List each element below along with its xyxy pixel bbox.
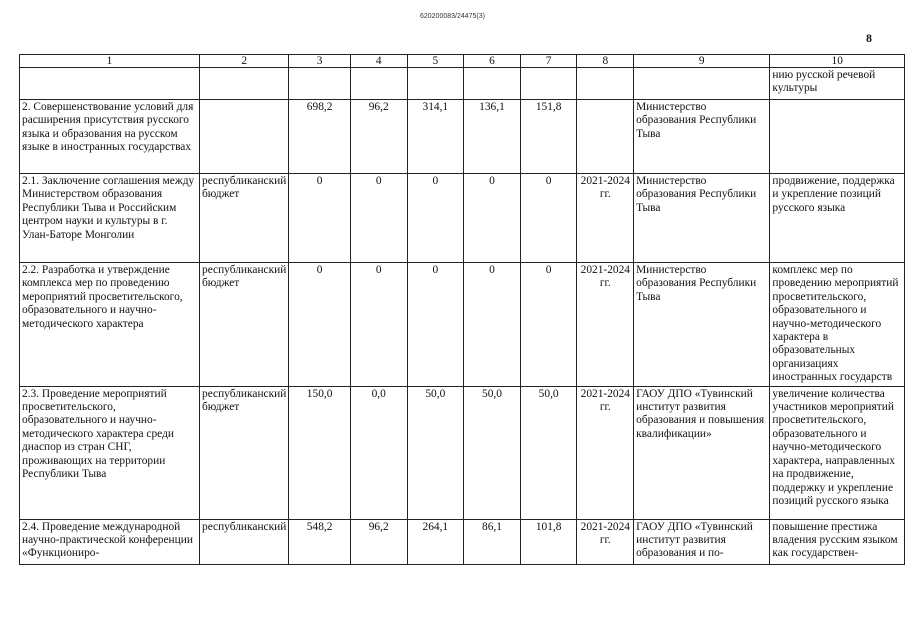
activity-cell [20,68,200,100]
column-header: 5 [407,55,464,68]
year-2022-cell: 314,1 [407,100,464,174]
result-cell: продвижение, поддержка и укрепление позиций русского языка [770,174,905,263]
table-row [20,386,905,519]
year-2023-cell: 136,1 [464,100,521,174]
column-header: 8 [577,55,634,68]
column-number-row [20,55,905,68]
executor-cell [634,68,770,100]
period-cell: 2021-2024 гг. [577,263,634,387]
year-2024-cell: 0 [520,263,577,387]
result-cell: нию русской речевой культуры [770,68,905,100]
result-cell: повышение престижа владения русским языком как государствен- [770,519,905,564]
total-cell: 698,2 [289,100,351,174]
column-header: 1 [20,55,200,68]
year-2021-cell: 0 [350,263,407,387]
funding-source-cell [200,68,289,100]
table-row [20,100,905,174]
year-2021-cell: 96,2 [350,519,407,564]
column-header: 4 [350,55,407,68]
total-cell: 0 [289,174,351,263]
year-2024-cell: 151,8 [520,100,577,174]
year-2021-cell: 0,0 [350,386,407,519]
funding-source-cell: республиканский бюджет [200,263,289,387]
result-cell: комплекс мер по проведению мероприятий просветительского, образовательного и научно-методического характера в образовательных организациях иностранных государств [770,263,905,387]
funding-source-cell [200,100,289,174]
total-cell [289,68,351,100]
year-2022-cell: 50,0 [407,386,464,519]
column-header: 6 [464,55,521,68]
executor-cell: Министерство образования Республики Тыва [634,100,770,174]
table-row [20,519,905,564]
year-2023-cell: 0 [464,174,521,263]
activity-cell: 2.2. Разработка и утверждение комплекса мер по проведению мероприятий просветительского, образовательного и научно-методического характера [20,263,200,387]
year-2022-cell: 264,1 [407,519,464,564]
year-2022-cell: 0 [407,263,464,387]
activity-cell: 2. Совершенствование условий для расширения присутствия русского языка и образования на русском языке в иностранных государствах [20,100,200,174]
year-2024-cell: 0 [520,174,577,263]
activity-cell: 2.3. Проведение мероприятий просветительского, образовательного и научно-методического характера среди диаспор из стран СНГ, проживающих на территории Республики Тыва [20,386,200,519]
period-cell: 2021-2024 гг. [577,174,634,263]
period-cell: 2021-2024 гг. [577,386,634,519]
funding-source-cell: республиканский бюджет [200,386,289,519]
result-cell [770,100,905,174]
year-2023-cell: 0 [464,263,521,387]
year-2023-cell [464,68,521,100]
funding-source-cell: республиканский бюджет [200,174,289,263]
total-cell: 548,2 [289,519,351,564]
period-cell: 2021-2024 гг. [577,519,634,564]
period-cell [577,100,634,174]
year-2024-cell: 50,0 [520,386,577,519]
executor-cell: ГАОУ ДПО «Тувинский институт развития образования и повышения квалификации» [634,386,770,519]
table-row [20,174,905,263]
table-row [20,68,905,100]
total-cell: 0 [289,263,351,387]
program-table [19,54,905,565]
column-header: 9 [634,55,770,68]
year-2021-cell [350,68,407,100]
document-code: 620200083/24475(3) [419,13,485,20]
year-2022-cell [407,68,464,100]
column-header: 10 [770,55,905,68]
column-header: 2 [200,55,289,68]
executor-cell: ГАОУ ДПО «Тувинский институт развития образования и по- [634,519,770,564]
executor-cell: Министерство образования Республики Тыва [634,174,770,263]
period-cell [577,68,634,100]
activity-cell: 2.1. Заключение соглашения между Министерством образования Республики Тыва и Российским центром науки и культуры в г. Улан-Баторе Монголии [20,174,200,263]
year-2021-cell: 96,2 [350,100,407,174]
funding-source-cell: республиканский [200,519,289,564]
column-header: 7 [520,55,577,68]
year-2024-cell: 101,8 [520,519,577,564]
year-2021-cell: 0 [350,174,407,263]
year-2024-cell [520,68,577,100]
column-header: 3 [289,55,351,68]
year-2023-cell: 86,1 [464,519,521,564]
page-number: 8 [866,31,872,45]
year-2022-cell: 0 [407,174,464,263]
table-row [20,263,905,387]
executor-cell: Министерство образования Республики Тыва [634,263,770,387]
year-2023-cell: 50,0 [464,386,521,519]
activity-cell: 2.4. Проведение международной научно-практической конференции «Функциониро- [20,519,200,564]
result-cell: увеличение количества участников мероприятий просветительского, образовательного и научно-методического характера, направленных на продвижение, поддержку и укрепление позиций русского языка [770,386,905,519]
total-cell: 150,0 [289,386,351,519]
